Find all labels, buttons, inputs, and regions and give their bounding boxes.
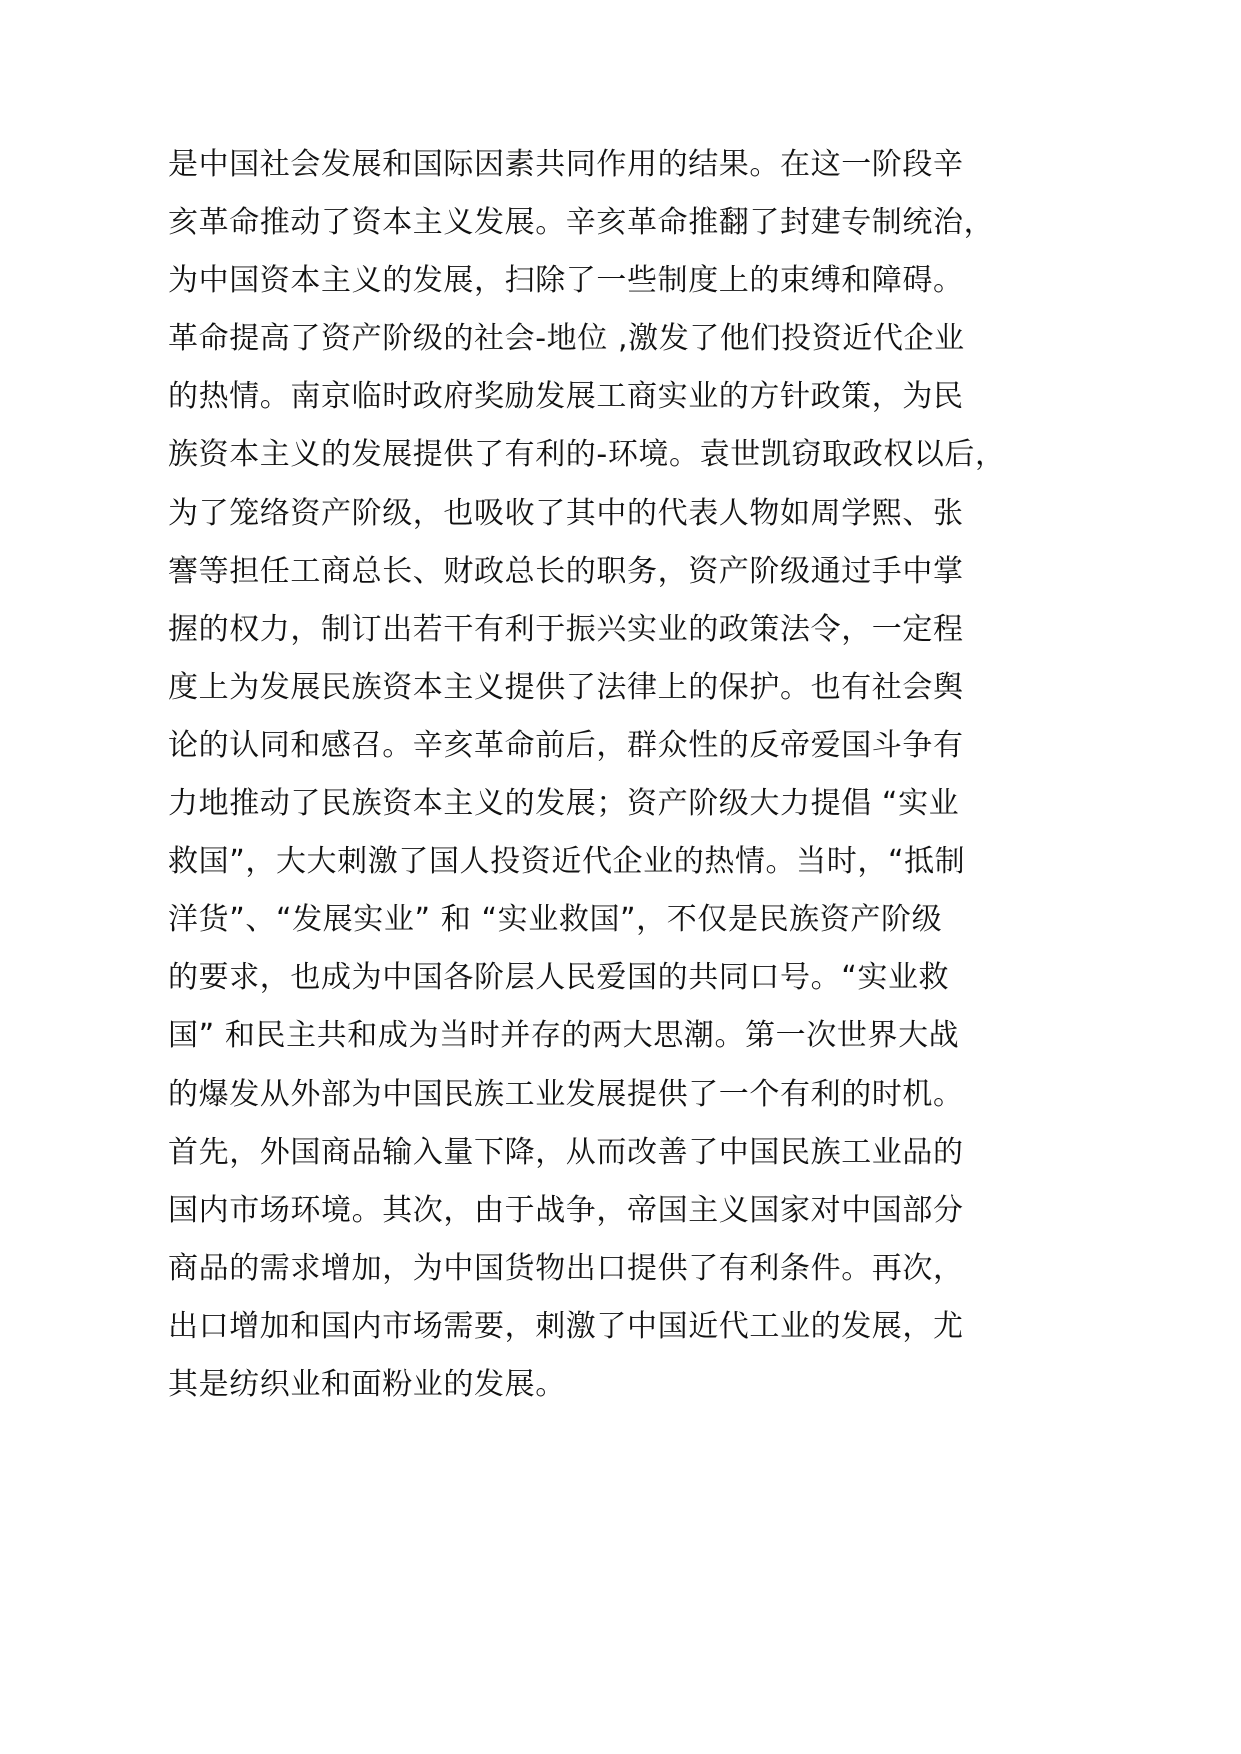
- text-line: 是中国社会发展和国际因素共同作用的结果。在这一阶段辛: [168, 147, 964, 182]
- text-line: 的要求，也成为中国各阶层人民爱国的共同口号。“实业救: [168, 960, 950, 996]
- text-line: 握的权力，制订出若干有利于振兴实业的政策法令，一定程: [168, 611, 964, 647]
- text-line: 救国”，大大刺激了国人投资近代企业的热情。当时，“抵制: [168, 844, 966, 880]
- text-line: 的爆发从外部为中国民族工业发展提供了一个有利的时机。: [168, 1076, 964, 1112]
- text-line: 度上为发展民族资本主义提供了法律上的保护。也有社会舆: [168, 669, 964, 705]
- text-line: 洋货”、“发展实业” 和 “实业救国”，不仅是民族资产阶级: [168, 902, 943, 938]
- text-line: 出口增加和国内市场需要，刺激了中国近代工业的发展，尤: [168, 1308, 964, 1344]
- text-line: 商品的需求增加，为中国货物出口提供了有利条件。再次，: [168, 1250, 964, 1286]
- text-line: 力地推动了民族资本主义的发展；资产阶级大力提倡 “实业: [168, 786, 960, 822]
- text-line: 亥革命推动了资本主义发展。辛亥革命推翻了封建专制统治，: [168, 205, 995, 241]
- text-line: 国内市场环境。其次，由于战争，帝国主义国家对中国部分: [168, 1192, 964, 1228]
- text-line: 的热情。南京临时政府奖励发展工商实业的方针政策，为民: [168, 379, 964, 415]
- text-line: 国” 和民主共和成为当时并存的两大思潮。第一次世界大战: [168, 1018, 960, 1054]
- text-line: 为中国资本主义的发展，扫除了一些制度上的束缚和障碍。: [168, 263, 964, 299]
- text-line: 为了笼络资产阶级，也吸收了其中的代表人物如周学熙、张: [168, 495, 964, 531]
- text-line: 謇等担任工商总长、财政总长的职务，资产阶级通过手中掌: [168, 553, 964, 589]
- text-line: 族资本主义的发展提供了有利的-环境。袁世凯窃取政权以后，: [168, 437, 1006, 473]
- text-line: 其是纺织业和面粉业的发展。: [168, 1366, 566, 1402]
- text-line: 首先，外国商品输入量下降，从而改善了中国民族工业品的: [168, 1134, 964, 1170]
- text-line: 论的认同和感召。辛亥革命前后，群众性的反帝爱国斗争有: [168, 727, 964, 763]
- text-line: 革命提高了资产阶级的社会-地位 ,激发了他们投资近代企业: [168, 321, 965, 357]
- body-paragraph: [168, 136, 1006, 1414]
